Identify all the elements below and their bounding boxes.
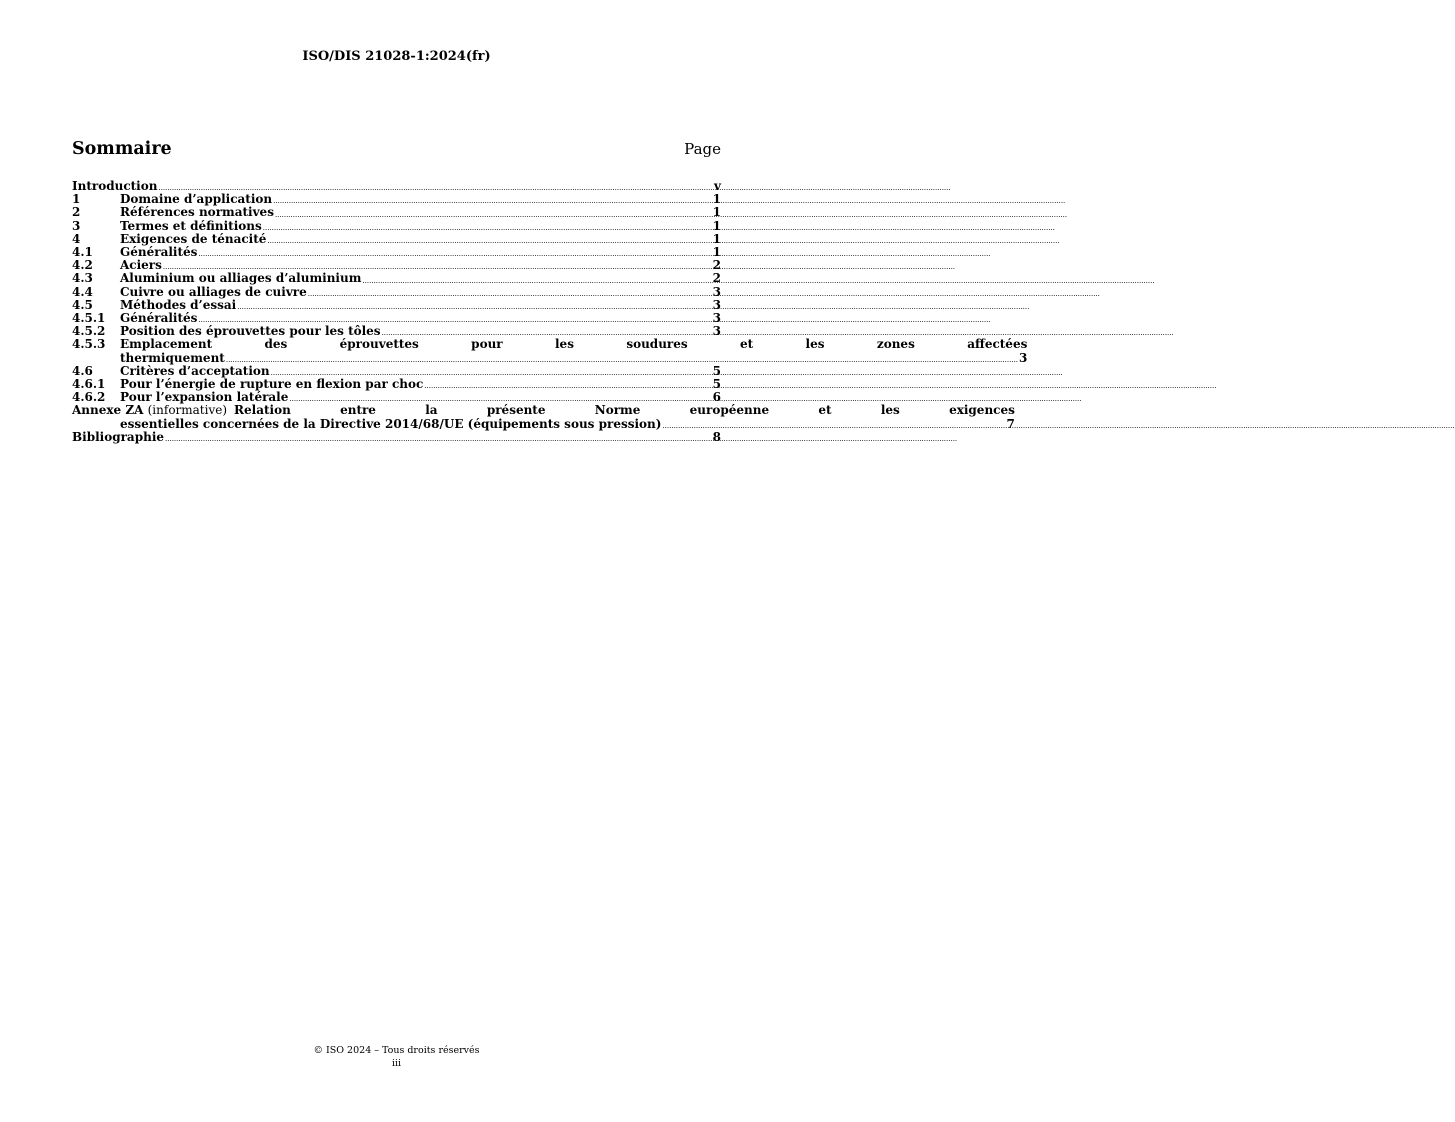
- document-header: ISO/DIS 21028-1:2024(fr): [302, 49, 491, 64]
- dot-leader: [275, 210, 712, 220]
- toc-entry-page: 1: [712, 205, 721, 220]
- toc-title-row: [72, 139, 721, 159]
- toc-entry-number: 4.5.2: [72, 324, 106, 339]
- toc-entry-text: Cuivre ou alliages de cuivre: [120, 284, 307, 299]
- toc-entry-page: 2: [712, 258, 721, 273]
- toc-entry-page: 8: [712, 429, 721, 444]
- page-number: iii: [391, 1058, 402, 1069]
- toc-entry-bibliographie[interactable]: [72, 431, 721, 444]
- dot-leader: [226, 355, 1018, 365]
- toc-entry-text-line2: thermiquement: [120, 350, 225, 365]
- toc-entry-body: [72, 404, 1015, 430]
- toc-entry-line1: [72, 404, 1015, 417]
- toc-entry-page: 1: [712, 192, 721, 207]
- toc-entry-4-1[interactable]: [72, 246, 721, 259]
- toc-entry-page: 7: [1006, 416, 1015, 431]
- toc-page-column-label: Page: [684, 140, 721, 158]
- toc-entry-page: 3: [1018, 350, 1028, 365]
- toc-entry-text: Critères d’acceptation: [120, 363, 270, 378]
- toc-entry-annex-za[interactable]: [72, 403, 1015, 431]
- toc-entry-body: [120, 338, 1027, 364]
- toc-entry-text: Méthodes d’essai: [120, 297, 237, 312]
- dot-leader: [267, 236, 711, 246]
- toc-entry-4-5-3[interactable]: [72, 337, 1028, 365]
- dot-leader: [263, 223, 712, 233]
- toc-entry-page: 3: [712, 324, 721, 339]
- toc-entry-text: Bibliographie: [72, 429, 165, 444]
- toc-entry-number: 4.2: [72, 258, 93, 273]
- toc-entry-number: 4.6.2: [72, 390, 106, 405]
- toc-entry-text-line1: Emplacement des éprouvettes pour les soudures et les zones affectées: [120, 337, 1028, 352]
- toc-entry-page: 3: [712, 311, 721, 326]
- toc-entry-line2: [120, 352, 1027, 365]
- dot-leader: [308, 289, 712, 299]
- copyright-notice: © ISO 2024 – Tous droits réservés: [313, 1045, 480, 1056]
- toc-entry-text-line1: Relation entre la présente Norme européenne et les exigences: [234, 403, 1015, 418]
- toc-entry-text: Exigences de ténacité: [120, 231, 267, 246]
- toc-entry-text: Introduction: [72, 179, 158, 193]
- toc-entry-number: 4.5.1: [72, 311, 106, 326]
- toc-title: Sommaire: [72, 139, 172, 159]
- dot-leader: [273, 196, 712, 206]
- annex-label: [72, 404, 227, 417]
- toc-entry-text: Aluminium ou alliages d’aluminium: [120, 271, 362, 286]
- toc-entry-text: Pour l’expansion latérale: [120, 390, 289, 405]
- toc-entry-page: v: [714, 179, 721, 193]
- toc-entry-line2: [72, 418, 1015, 431]
- toc-entry-number: 4.6.1: [72, 377, 106, 392]
- dot-leader: [362, 276, 711, 286]
- toc-entry-number: 3: [72, 218, 81, 233]
- toc-entry-number: 4.5: [72, 297, 93, 312]
- toc-entry-text-line2: essentielles concernées de la Directive 2014/68/UE (équipements sous pression): [120, 416, 662, 431]
- toc-entry-number: 4.4: [72, 284, 93, 299]
- toc-entry-page: 6: [712, 390, 721, 405]
- page-footer: [0, 1044, 793, 1070]
- toc-entry-page: 1: [712, 218, 721, 233]
- toc-entry-page: 5: [712, 363, 721, 378]
- toc-entry-text: Domaine d’application: [120, 192, 273, 207]
- toc-entry-4-3[interactable]: [72, 272, 721, 285]
- toc-entry-page: 1: [712, 231, 721, 246]
- toc-entry-number: 4.3: [72, 271, 93, 286]
- toc-entry-page: 1: [712, 245, 721, 260]
- table-of-contents: [72, 179, 1028, 444]
- toc-entry-text: Position des éprouvettes pour les tôles: [120, 324, 381, 339]
- annex-prefix: Annexe ZA: [72, 403, 144, 418]
- dot-leader: [424, 381, 711, 391]
- toc-entry-page: 5: [712, 377, 721, 392]
- toc-entry-4-4[interactable]: [72, 286, 721, 299]
- toc-entry-number: 2: [72, 205, 81, 220]
- toc-entry-2[interactable]: [72, 206, 721, 219]
- toc-entry-text: Généralités: [120, 245, 198, 260]
- dot-leader: [165, 434, 712, 444]
- dot-leader: [237, 302, 711, 312]
- toc-entry-text: Références normatives: [120, 205, 274, 220]
- toc-entry-text: Pour l’énergie de rupture en flexion par choc: [120, 377, 424, 392]
- toc-entry-number: 4.1: [72, 245, 93, 260]
- toc-entry-3[interactable]: [72, 220, 721, 233]
- toc-entry-text: Termes et définitions: [120, 218, 262, 233]
- toc-entry-number: 4: [72, 231, 81, 246]
- toc-entry-number: 4.6: [72, 363, 93, 378]
- toc-entry-page: 3: [712, 297, 721, 312]
- toc-entry-page: 3: [712, 284, 721, 299]
- toc-entry-number: 4.5.3: [72, 337, 106, 352]
- dot-leader: [198, 249, 711, 259]
- toc-entry-text: Généralités: [120, 311, 198, 326]
- toc-entry-page: 2: [712, 271, 721, 286]
- annex-qualifier: (informative): [147, 403, 228, 418]
- toc-entry-number: 1: [72, 192, 81, 207]
- toc-entry-text: Aciers: [120, 258, 162, 273]
